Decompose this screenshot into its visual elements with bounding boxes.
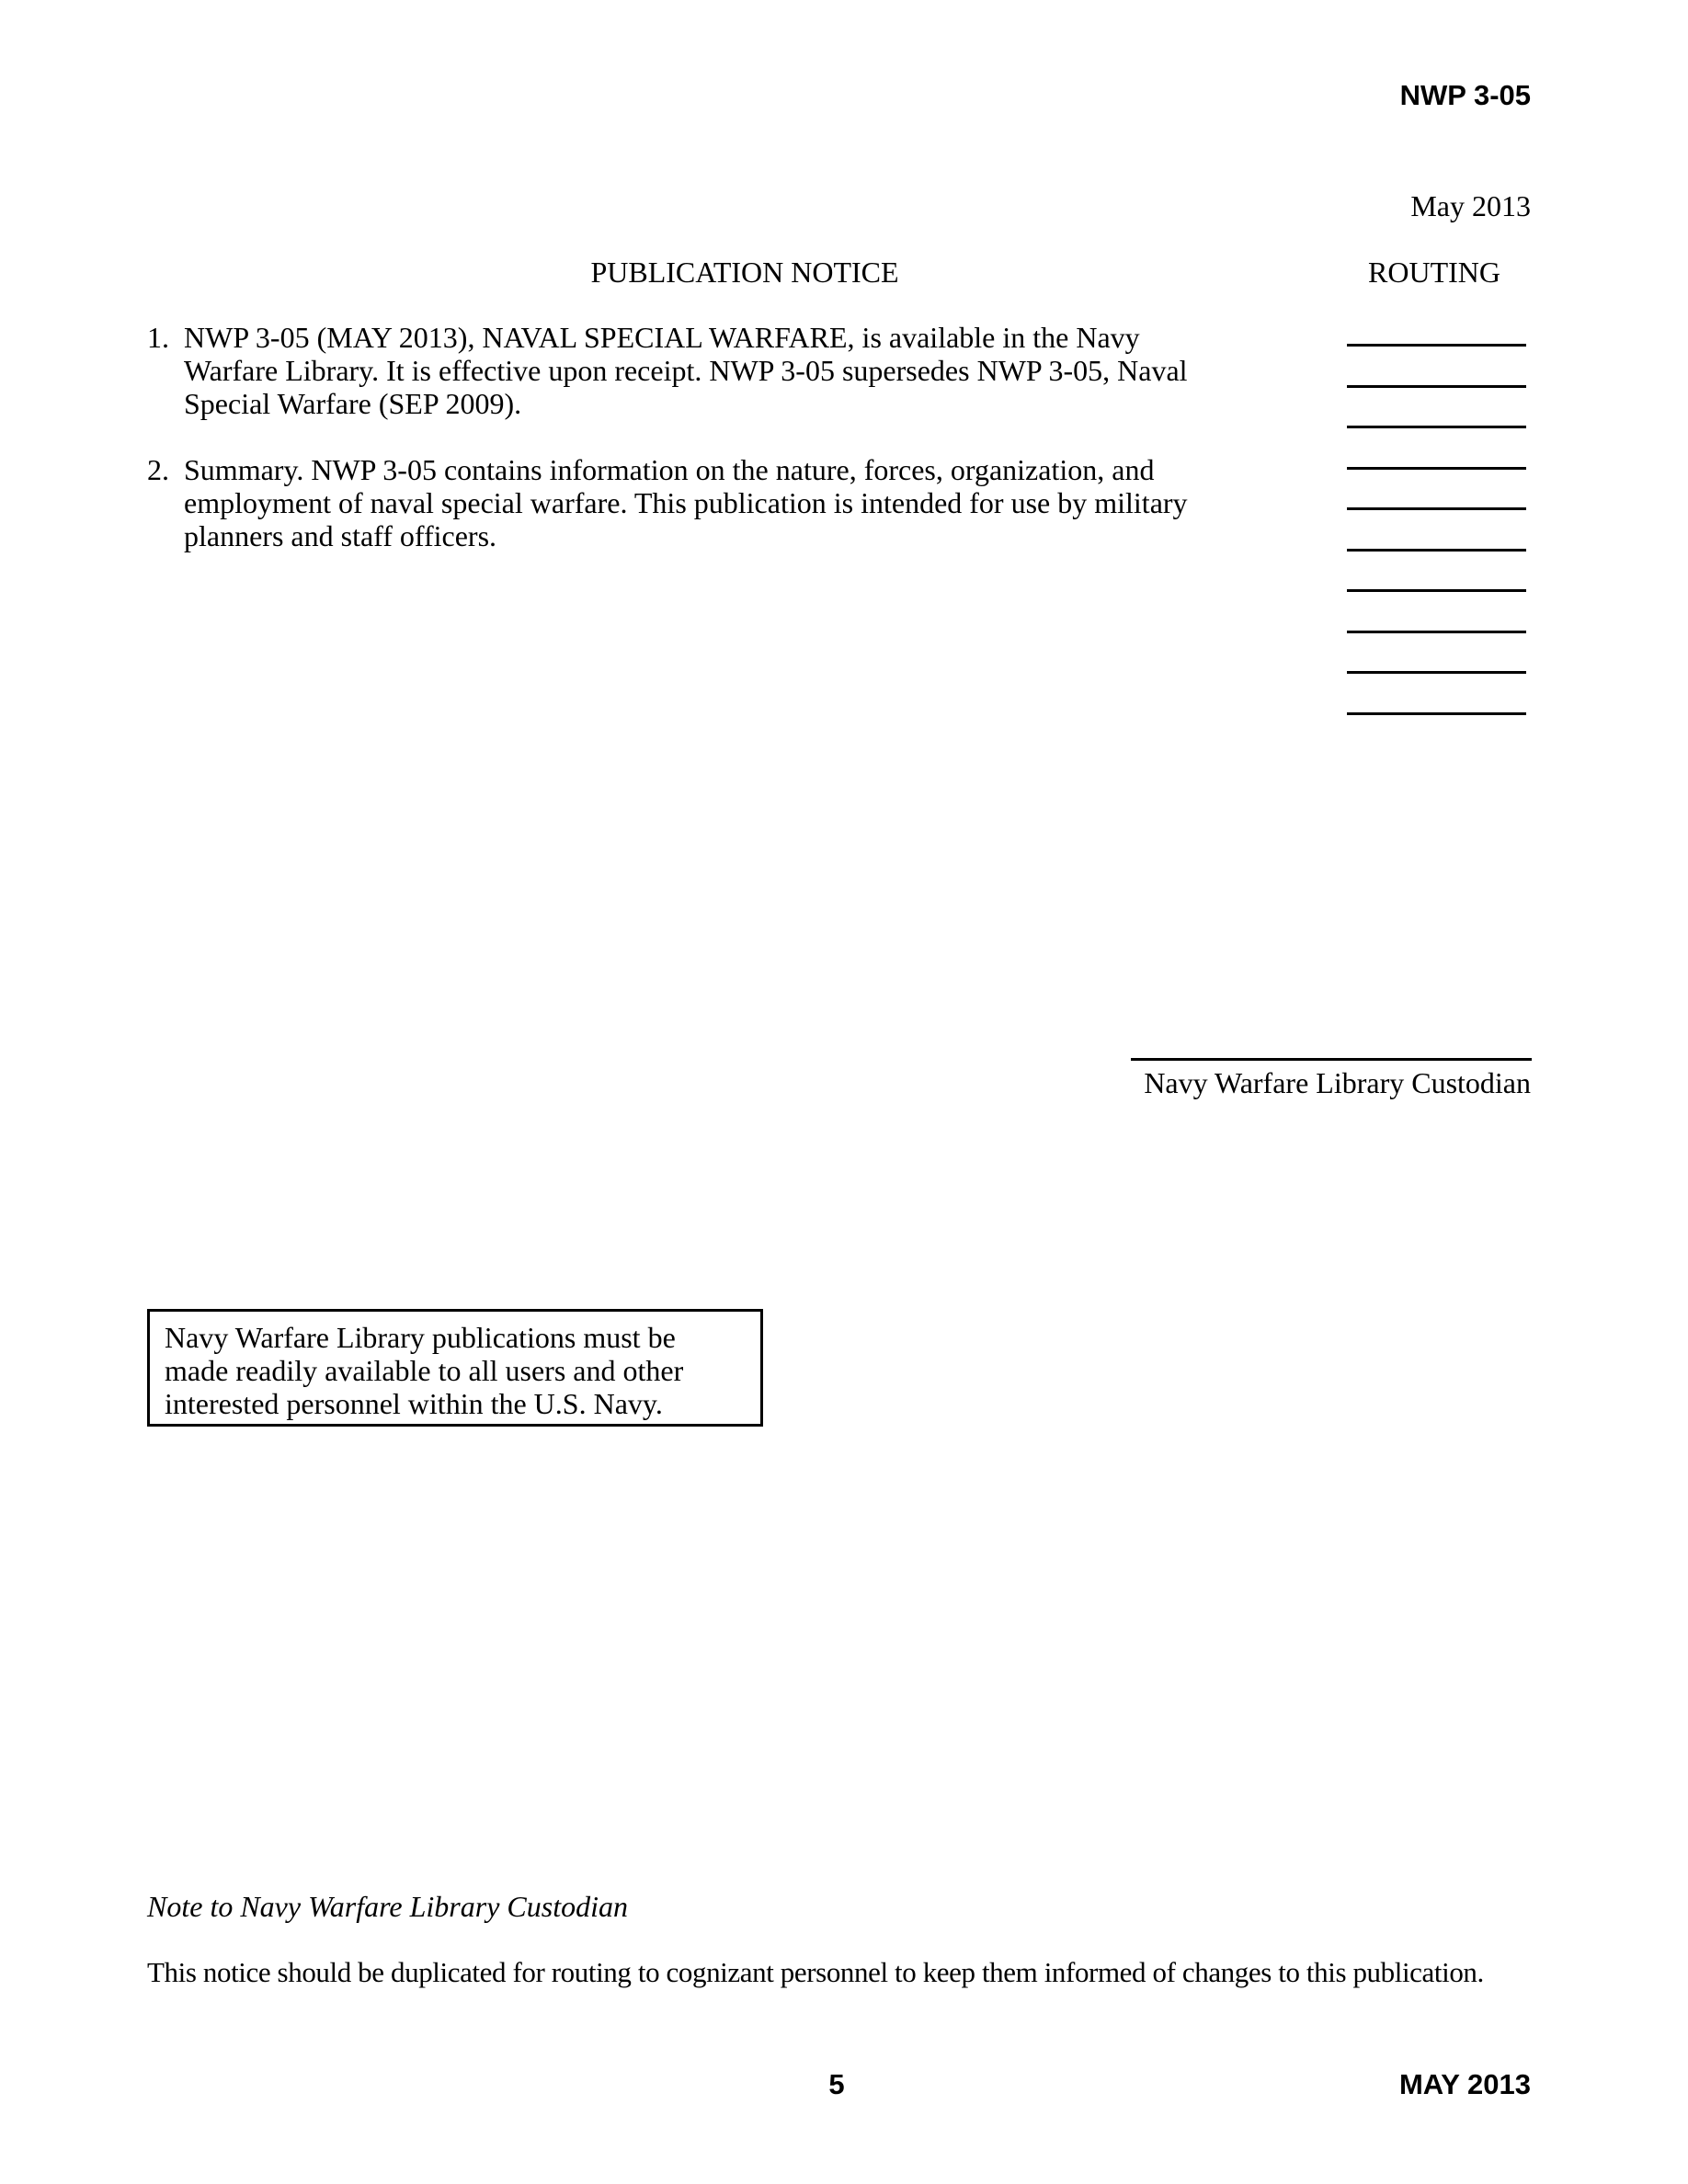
custodian-signature-line [1131, 1058, 1532, 1061]
paragraph-number: 2. [147, 453, 169, 486]
routing-line [1347, 344, 1526, 347]
paragraph-line: Special Warfare (SEP 2009). [184, 387, 522, 420]
paragraph-line: Summary. NWP 3-05 contains information on the nature, forces, organization, and [184, 453, 1155, 486]
routing-line [1347, 467, 1526, 470]
footer-date: MAY 2013 [1398, 2068, 1531, 2100]
notice-date: May 2013 [1410, 189, 1531, 222]
availability-line: Navy Warfare Library publications must be [165, 1321, 676, 1354]
note-body: This notice should be duplicated for routing to cognizant personnel to keep them informed of changes to this publication. [147, 1956, 1484, 1988]
routing-line [1347, 671, 1526, 674]
paragraph-2 [147, 453, 1287, 552]
availability-line: made readily available to all users and other [165, 1354, 684, 1387]
page-number: 5 [828, 2068, 845, 2100]
routing-heading: ROUTING [1368, 256, 1500, 289]
paragraph-number: 1. [147, 321, 169, 354]
availability-notice-box [147, 1309, 763, 1427]
routing-line [1347, 385, 1526, 388]
paragraph-line: NWP 3-05 (MAY 2013), NAVAL SPECIAL WARFARE, is available in the Navy [184, 321, 1140, 354]
routing-line [1347, 712, 1526, 715]
paragraph-line: planners and staff officers. [184, 519, 497, 552]
routing-line [1347, 507, 1526, 510]
routing-line [1347, 549, 1526, 552]
routing-line [1347, 631, 1526, 633]
paragraph-line: employment of naval special warfare. This publication is intended for use by military [184, 486, 1188, 519]
header-doc-id: NWP 3-05 [1399, 79, 1531, 111]
page-title: PUBLICATION NOTICE [590, 256, 899, 289]
routing-line [1347, 426, 1526, 428]
availability-line: interested personnel within the U.S. Navy. [165, 1387, 663, 1420]
paragraph-line: Warfare Library. It is effective upon receipt. NWP 3-05 supersedes NWP 3-05, Naval [184, 354, 1188, 387]
routing-line [1347, 589, 1526, 592]
custodian-label: Navy Warfare Library Custodian [1144, 1066, 1531, 1099]
note-title: Note to Navy Warfare Library Custodian [147, 1890, 628, 1923]
paragraph-1 [147, 321, 1287, 420]
